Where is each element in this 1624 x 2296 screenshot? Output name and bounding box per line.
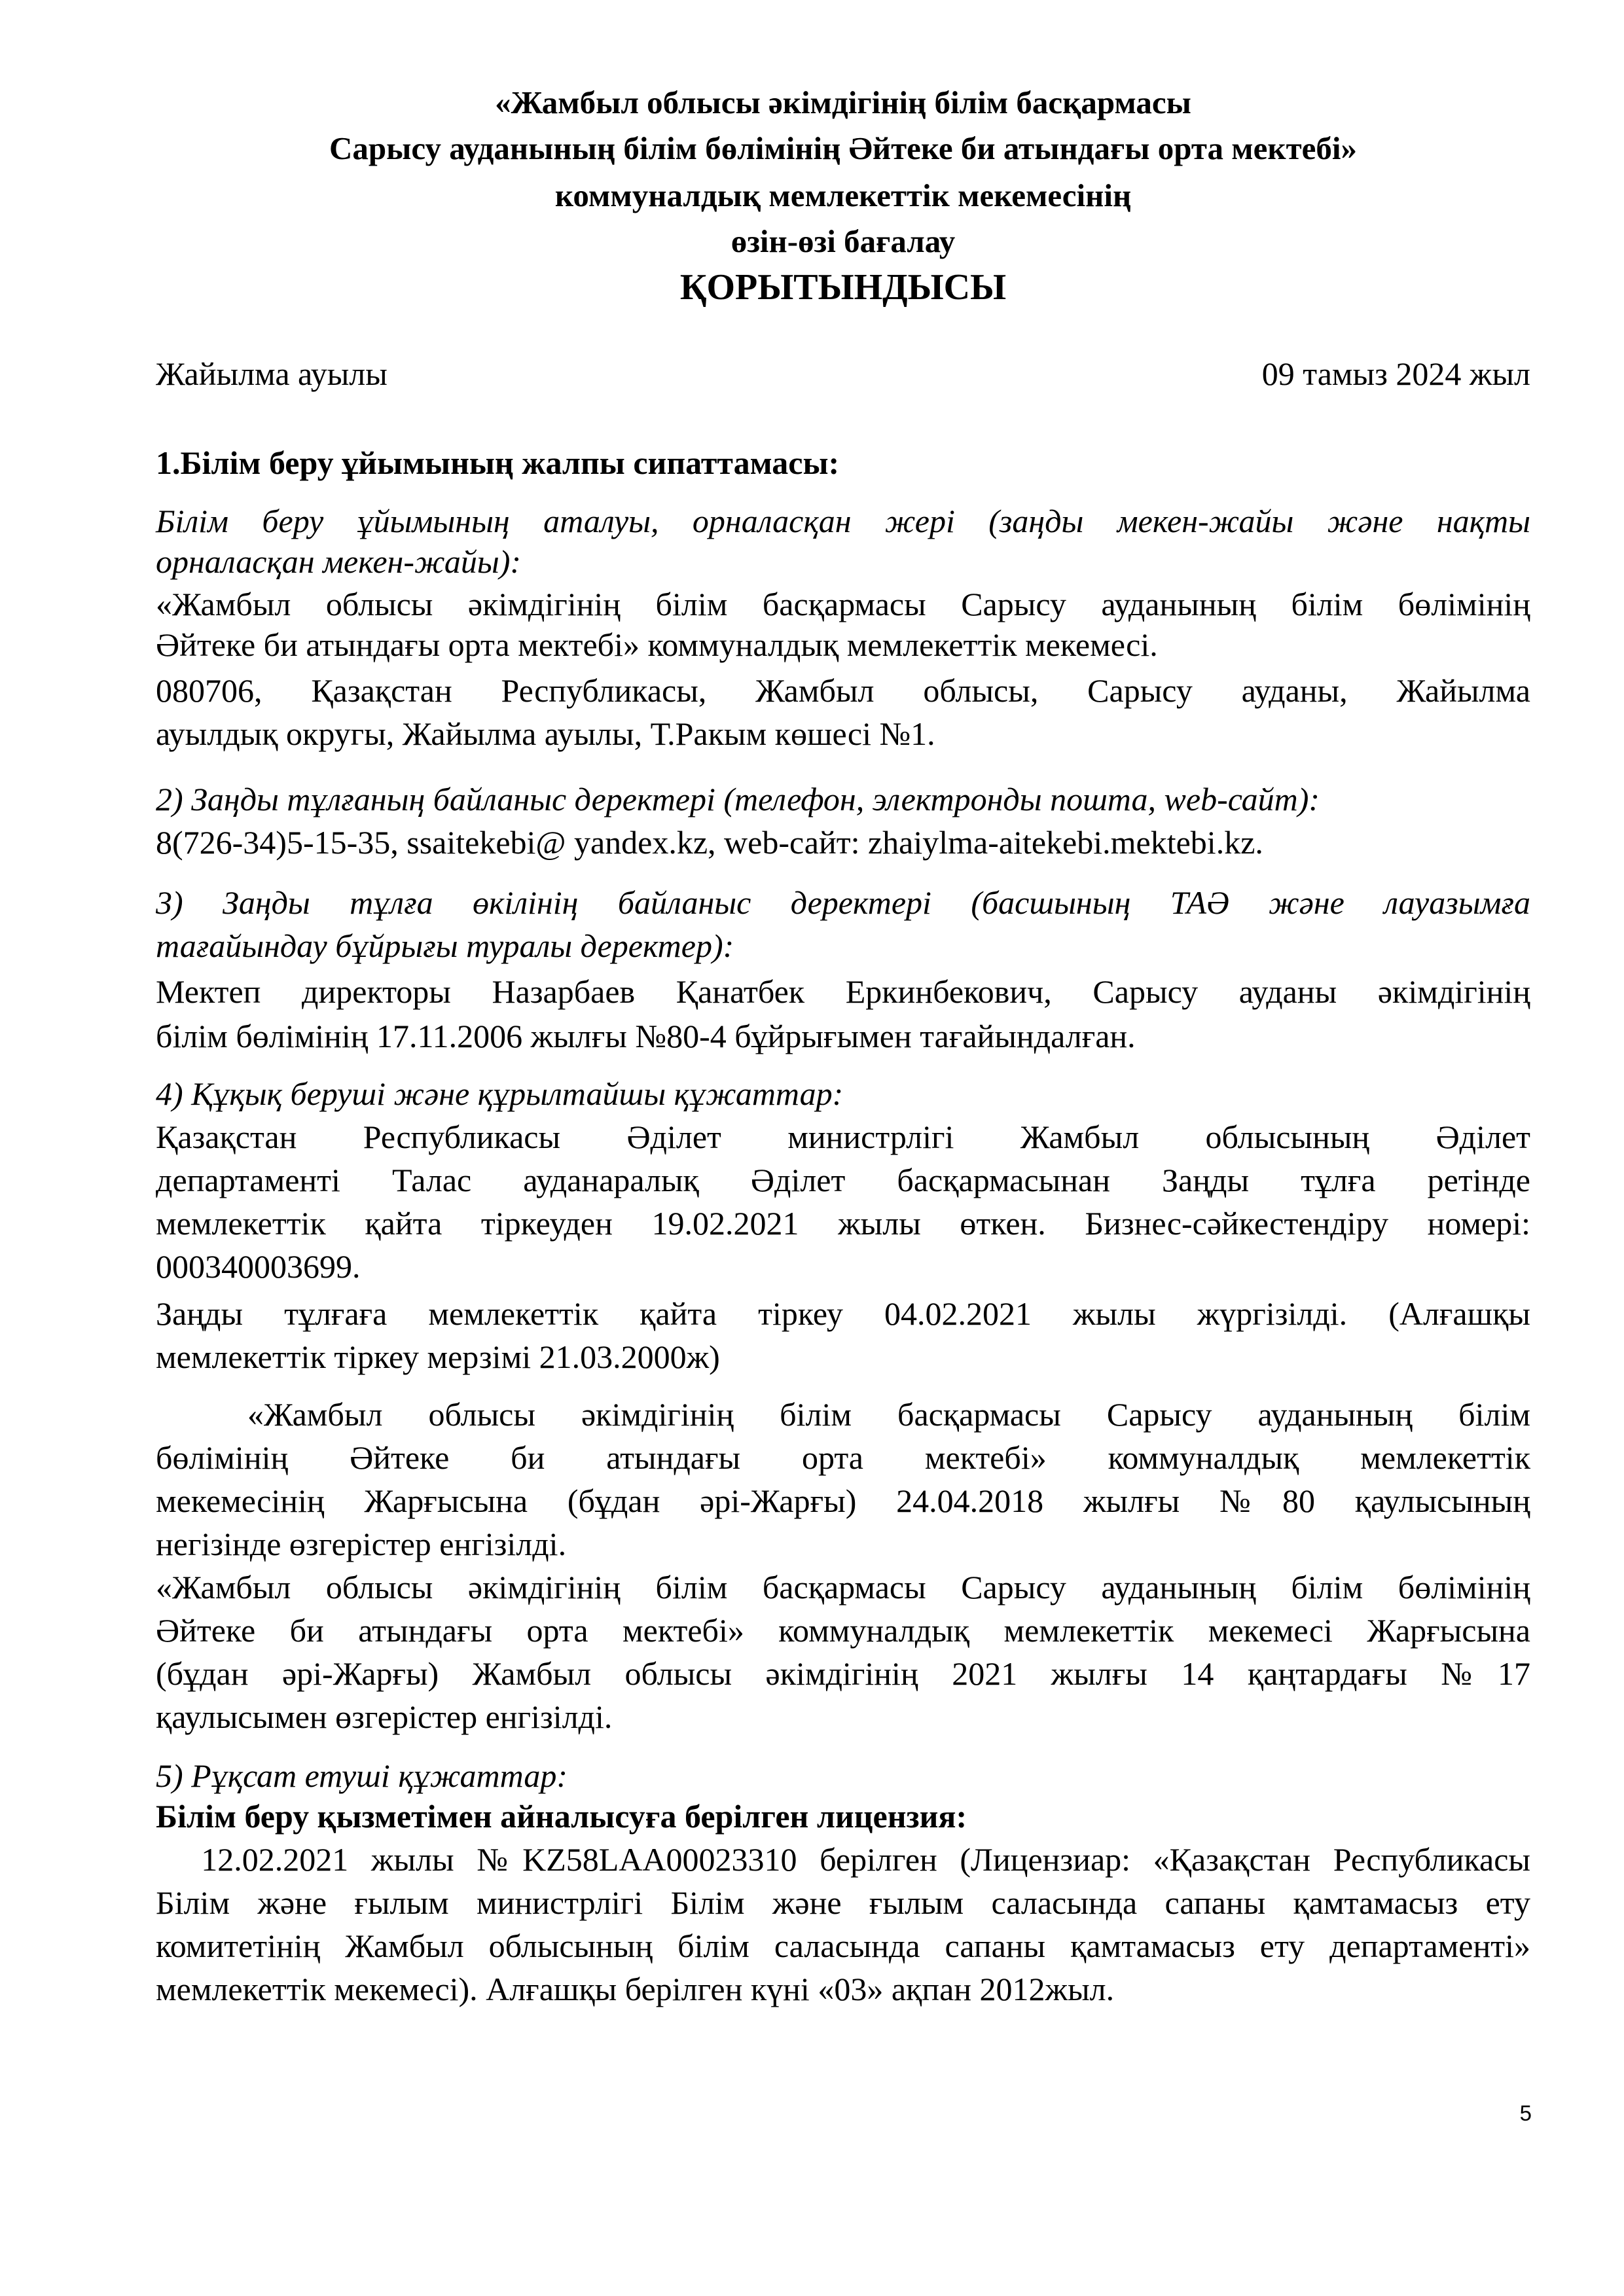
page-number: 5 [1519,2101,1532,2125]
answer-5-line-2: Білім және ғылым министрлігі Білім және ғылым саласында сапаны қамтамасыз ету [156,1884,1530,1921]
answer-1-line-4: ауылдық округы, Жайылма ауылы, Т.Ракым көшесі №1. [156,715,935,752]
question-2: 2) Заңды тұлғаның байланыс деректері (телефон, электронды пошта, web-сайт): [156,781,1320,817]
answer-4-line-8: бөлімінің Әйтеке би атындағы орта мектебі» коммуналдық мемлекеттік [156,1439,1530,1476]
place-name: Жайылма ауылы [156,355,388,392]
answer-2: 8(726-34)5-15-35, ssaitekebi@ yandex.kz, web-сайт: zhaiylma-aitekebi.mektebi.kz. [156,824,1263,861]
answer-4-line-7: «Жамбыл облысы әкімдігінің білім басқармасы Сарысу ауданының білім [156,1396,1530,1433]
license-heading: Білім беру қызметімен айналысуға берілген лицензия: [156,1798,967,1835]
answer-1-line-1: «Жамбыл облысы әкімдігінің білім басқармасы Сарысу ауданының білім бөлімінің [156,586,1530,622]
answer-4-line-4: 000340003699. [156,1248,361,1285]
answer-1-line-3: 080706, Қазақстан Республикасы, Жамбыл облысы, Сарысу ауданы, Жайылма [156,672,1530,709]
answer-3-line-2: білім бөлімінің 17.11.2006 жылғы №80-4 бұйрығымен тағайындалған. [156,1018,1136,1054]
answer-4-line-9: мекемесінің Жарғысына (бұдан әрі-Жарғы) 24.04.2018 жылғы №80 қаулысының [156,1482,1530,1519]
header-line-4: өзін-өзі бағалау [731,223,956,259]
question-1-line-1: Білім беру ұйымының аталуы, орналасқан жері (заңды мекен-жайы және нақты [156,503,1530,539]
question-4: 4) Құқық беруші және құрылтайшы құжаттар: [156,1075,844,1112]
answer-4-line-11: «Жамбыл облысы әкімдігінің білім басқармасы Сарысу ауданының білім бөлімінің [156,1569,1530,1605]
answer-1-line-2: Әйтеке би атындағы орта мектебі» коммуналдық мемлекеттік мекемесі. [156,626,1158,663]
header-line-2: Сарысу ауданының білім бөлімінің Әйтеке би атындағы орта мектебі» [329,130,1358,166]
question-3-line-1: 3) Заңды тұлға өкілінің байланыс деректері (басшының ТАӘ және лауазымға [156,884,1530,921]
document-date: 09 тамыз 2024 жыл [1261,355,1530,392]
answer-5-line-3: комитетінің Жамбыл облысының білім саласында сапаны қамтамасыз ету департаменті» [156,1928,1530,1964]
answer-4-line-5: Заңды тұлғаға мемлекеттік қайта тіркеу 04.02.2021 жылы жүргізілді. (Алғашқы [156,1295,1530,1332]
answer-4-line-10: негізінде өзгерістер енгізілді. [156,1526,567,1562]
answer-4-line-3: мемлекеттік қайта тіркеуден 19.02.2021 жылы өткен. Бизнес-сәйкестендіру номері: [156,1205,1530,1242]
question-5: 5) Рұқсат етуші құжаттар: [156,1757,568,1794]
answer-3-line-1: Мектеп директоры Назарбаев Қанатбек Еркинбекович, Сарысу ауданы әкімдігінің [156,973,1530,1010]
answer-4-line-6: мемлекеттік тіркеу мерзімі 21.03.2000ж) [156,1338,720,1375]
answer-5-line-4: мемлекеттік мекемесі). Алғашқы берілген күні «03» ақпан 2012жыл. [156,1971,1115,2007]
section-heading: 1.Білім беру ұйымының жалпы сипаттамасы: [156,444,840,481]
question-1-line-2: орналасқан мекен-жайы): [156,543,522,580]
answer-4-line-14: қаулысымен өзгерістер енгізілді. [156,1698,613,1735]
answer-4-line-2: департаменті Талас ауданаралық Әділет басқармасынан Заңды тұлға ретінде [156,1162,1530,1198]
answer-4-line-12: Әйтеке би атындағы орта мектебі» коммуналдық мемлекеттік мекемесі Жарғысына [156,1612,1530,1649]
answer-4-line-1: Қазақстан Республикасы Әділет министрлігі Жамбыл облысының Әділет [156,1119,1530,1155]
answer-4-line-13: (бұдан әрі-Жарғы) Жамбыл облысы әкімдігінің 2021 жылғы 14 қаңтардағы №17 [156,1655,1530,1692]
header-line-3: коммуналдық мемлекеттік мекемесінің [554,177,1132,213]
question-3-line-2: тағайындау бұйрығы туралы деректер): [156,927,734,964]
answer-5-line-1: 12.02.2021 жылы №KZ58LAA00023310 берілген (Лицензиар: «Қазақстан Республикасы [156,1841,1530,1878]
header-line-1: «Жамбыл облысы әкімдігінің білім басқармасы [495,84,1191,120]
document-title: ҚОРЫТЫНДЫСЫ [679,267,1007,308]
